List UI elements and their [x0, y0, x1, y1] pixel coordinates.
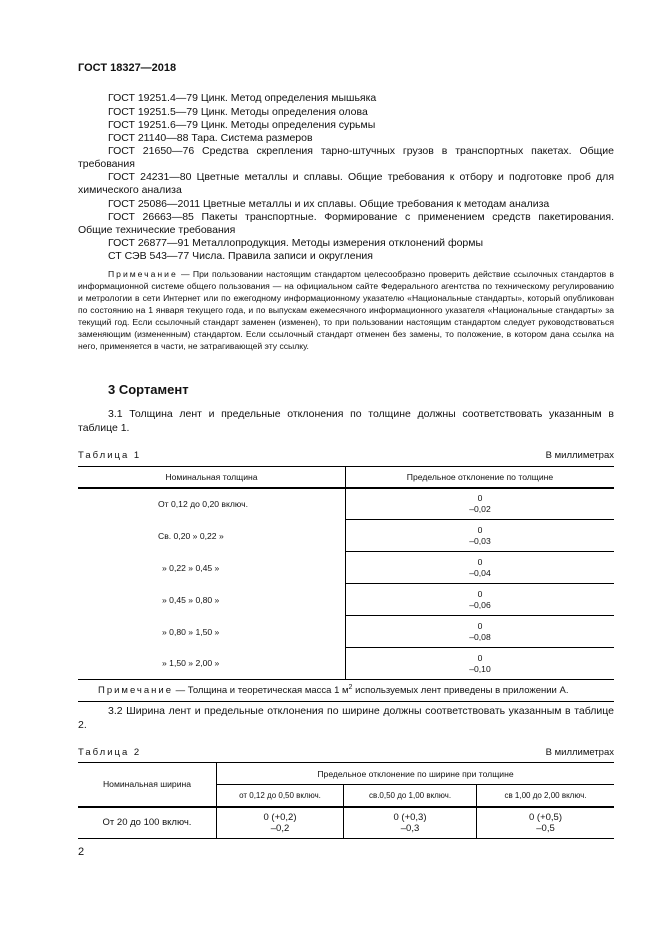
table2-subheader: от 0,12 до 0,50 включ. — [217, 785, 344, 807]
table2-value-cell: 0 (+0,5) –0,5 — [477, 807, 615, 839]
reference-item: ГОСТ 19251.4—79 Цинк. Метод определения мышьяка — [108, 92, 377, 104]
reference-item: ГОСТ 25086—2011 Цветные металлы и их сплавы. Общие требования к методам анализа — [108, 198, 550, 210]
table2-value-cell: 0 (+0,2) –0,2 — [217, 807, 344, 839]
section-title: 3 Сортамент — [108, 382, 189, 397]
table2-units: В миллиметрах — [545, 747, 614, 758]
table1-nominal-cell: » 0,45 » 0,80 » — [78, 584, 346, 616]
table1-header-nominal: Номинальная толщина — [78, 467, 346, 488]
paragraph-3-1: 3.1 Толщина лент и предельные отклонения по толщине должны соответствовать указанным в таблице 1. — [78, 408, 614, 434]
page-header: ГОСТ 18327—2018 — [78, 62, 177, 74]
table1-nominal-cell: » 0,22 » 0,45 » — [78, 552, 346, 584]
reference-item: ГОСТ 19251.5—79 Цинк. Методы определения олова — [108, 106, 368, 118]
reference-item: ГОСТ 21140—88 Тара. Система размеров — [108, 132, 313, 144]
table1-units: В миллиметрах — [545, 450, 614, 461]
table1-note: Примечание — Толщина и теоретическая масса 1 $м^2$ используемых лент приведены в приложении А. — [78, 680, 614, 702]
table2 — [78, 762, 614, 839]
note-text: — При пользовании настоящим стандартом целесообразно проверить действие ссылочных стандартов в информационной системе общего пользования — на официальном сайте Федерального агентства по техническому регулированию и метрологии в сети Интернет или по ежегодному информационному указателю «Национальные стандарты», который опубликован по состоянию на 1 января текущего года, и по выпускам ежемесячного информационного указателя «Национальные стандарты» за текущий год. Если ссылочный стандарт заменен (изменен), то при пользовании настоящим стандартом следует руководствоваться заменяющим (измененным) стандартом. Если ссылочный стандарт отменен без замены, то положение, в котором дана ссылка на него, применяется в части, не затрагивающей эту ссылку. — [78, 269, 614, 351]
table2-subheader: св 1,00 до 2,00 включ. — [477, 785, 615, 807]
reference-item: химического анализа — [78, 184, 182, 196]
page-number: 2 — [78, 846, 85, 858]
reference-item: ГОСТ 26663—85 Пакеты транспортные. Формирование с применением средств пакетирования. — [108, 211, 614, 223]
table1-nominal-cell: » 0,80 » 1,50 » — [78, 616, 346, 648]
table2-header-nominal: Номинальная ширина — [78, 763, 217, 807]
note-label: Примечание — [108, 269, 178, 279]
reference-item: СТ СЭВ 543—77 Числа. Правила записи и округления — [108, 250, 373, 262]
table1-deviation-cell: 0 –0,02 — [346, 488, 615, 520]
reference-item: ГОСТ 24231—80 Цветные металлы и сплавы. Общие требования к отбору и подготовке проб для — [108, 171, 614, 183]
table1-deviation-cell: 0 –0,08 — [346, 616, 615, 648]
table1-deviation-cell: 0 –0,03 — [346, 520, 615, 552]
reference-item: требования — [78, 158, 135, 170]
table2-nominal-cell: От 20 до 100 включ. — [78, 807, 217, 839]
table1-nominal-cell: » 1,50 » 2,00 » — [78, 648, 346, 680]
table1-nominal-cell: Св. 0,20 » 0,22 » — [78, 520, 346, 552]
table2-caption: Таблица 2 — [78, 747, 142, 758]
table2-header-group: Предельное отклонение по ширине при толщине — [217, 763, 615, 785]
reference-item: ГОСТ 19251.6—79 Цинк. Методы определения сурьмы — [108, 119, 376, 131]
table2-value-cell: 0 (+0,3) –0,3 — [344, 807, 477, 839]
paragraph-3-2: 3.2 Ширина лент и предельные отклонения по ширине должны соответствовать указанным в таблице 2. — [78, 705, 614, 731]
table1-header-deviation: Предельное отклонение по толщине — [346, 467, 615, 488]
table2-subheader: св.0,50 до 1,00 включ. — [344, 785, 477, 807]
reference-item: ГОСТ 26877—91 Металлопродукция. Методы измерения отклонений формы — [108, 237, 484, 249]
table1-deviation-cell: 0 –0,04 — [346, 552, 615, 584]
reference-item: Общие технические требования — [78, 224, 236, 236]
references-note — [78, 268, 614, 352]
table1 — [78, 466, 614, 702]
table1-nominal-cell: От 0,12 до 0,20 включ. — [78, 488, 346, 520]
table1-deviation-cell: 0 –0,10 — [346, 648, 615, 680]
table1-deviation-cell: 0 –0,06 — [346, 584, 615, 616]
reference-item: ГОСТ 21650—76 Средства скрепления тарно-штучных грузов в транспортных пакетах. Общие — [108, 145, 614, 157]
table1-caption: Таблица 1 — [78, 450, 142, 461]
